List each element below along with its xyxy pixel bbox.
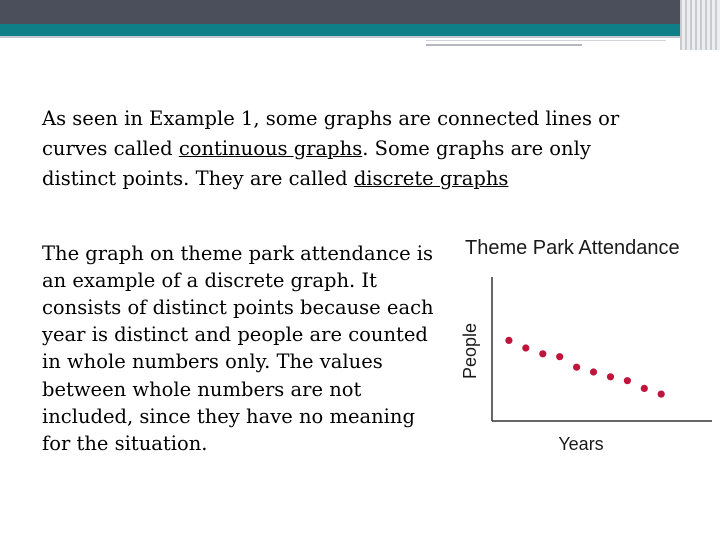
intro-text-2: . Some graphs are only distinct points. They are called xyxy=(42,136,591,190)
data-point xyxy=(658,391,665,398)
data-point xyxy=(624,377,631,384)
data-points xyxy=(505,337,665,398)
header-accent-line-short xyxy=(426,44,582,46)
chart-svg xyxy=(450,225,720,465)
x-axis-label: Years xyxy=(558,434,604,454)
intro-text-1: As seen in Example 1, some graphs are connected lines or curves called xyxy=(42,106,620,160)
header-accent-band xyxy=(0,24,720,36)
data-point xyxy=(522,344,529,351)
term-continuous-graphs: continuous graphs xyxy=(178,136,363,160)
data-point xyxy=(556,353,563,360)
header-accent-line xyxy=(426,40,666,41)
data-point xyxy=(607,373,614,380)
chart-title: Theme Park Attendance xyxy=(465,237,680,259)
intro-paragraph xyxy=(42,104,642,194)
data-point xyxy=(505,337,512,344)
header-divider-line xyxy=(0,36,680,38)
term-discrete-graphs: discrete graphs xyxy=(353,166,509,190)
data-point xyxy=(573,364,580,371)
header-corner-decoration xyxy=(680,0,720,50)
y-axis-label: People xyxy=(460,322,480,380)
header-bar xyxy=(0,0,720,24)
example-paragraph: The graph on theme park attendance is an example of a discrete graph. It consists of distinct points because each year is distinct and people are counted in whole numbers only. The values between whole numbers are not included, since they have no meaning for the situation. xyxy=(42,241,434,455)
data-point xyxy=(539,350,546,357)
attendance-chart xyxy=(450,225,720,465)
data-point xyxy=(641,385,648,392)
data-point xyxy=(590,368,597,375)
